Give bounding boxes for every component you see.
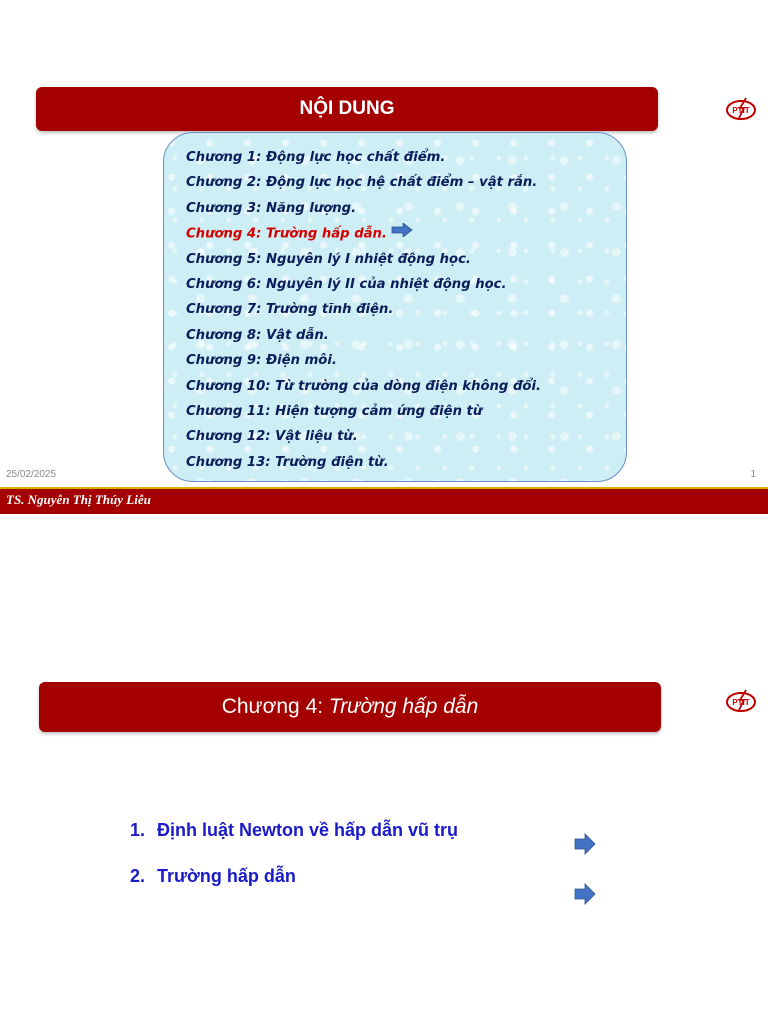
toc-item-chapter-11[interactable]: Chương 11: Hiện tượng cảm ứng điện từ (186, 403, 483, 419)
toc-item-chapter-8[interactable]: Chương 8: Vật dẫn. (186, 327, 329, 343)
footer-bar (0, 487, 768, 514)
toc-item-chapter-12[interactable]: Chương 12: Vật liệu từ. (186, 429, 358, 445)
toc-item-chapter-9[interactable]: Chương 9: Điện môi. (186, 353, 337, 369)
toc-item-chapter-3[interactable]: Chương 3: Năng lượng. (186, 200, 357, 216)
svg-text:PTIT: PTIT (732, 106, 750, 115)
toc-item-chapter-6[interactable]: Chương 6: Nguyên lý II của nhiệt động học. (186, 276, 507, 292)
section-list (130, 818, 458, 910)
toc-item-chapter-13[interactable]: Chương 13: Trường điện từ. (186, 454, 389, 470)
section-item-1[interactable]: 1. Định luật Newton về hấp dẫn vũ trụ (130, 820, 459, 840)
title-italic: Trường hấp dẫn (328, 695, 479, 718)
toc-item-chapter-10[interactable]: Chương 10: Từ trường của dòng điện không đổi. (186, 378, 541, 394)
table-of-contents (163, 132, 627, 482)
toc-item-chapter-7[interactable]: Chương 7: Trường tĩnh điện. (186, 302, 394, 318)
title-prefix: Chương 4: (221, 695, 329, 718)
ptit-logo-icon (724, 96, 758, 122)
ptit-logo-icon (724, 688, 758, 714)
toc-item-chapter-5[interactable]: Chương 5: Nguyên lý I nhiệt động học. (186, 251, 471, 267)
slide-2 (0, 600, 768, 1024)
toc-item-chapter-2[interactable]: Chương 2: Động lực học hệ chất điểm – vật rắn. (186, 175, 538, 191)
toc-item-chapter-4[interactable]: Chương 4: Trường hấp dẫn. (186, 221, 541, 246)
arrow-right-icon[interactable] (391, 221, 413, 246)
page-number: 1 (750, 469, 756, 480)
arrow-right-icon[interactable] (574, 833, 596, 855)
slide-title (39, 682, 661, 732)
author-name: TS. Nguyễn Thị Thúy Liễu (6, 492, 151, 507)
slide-date: 25/02/2025 (6, 469, 57, 480)
slide-title: NỘI DUNG (36, 87, 658, 131)
svg-text:PTIT: PTIT (732, 698, 750, 707)
section-item-2[interactable]: 2. Trường hấp dẫn (130, 866, 296, 886)
toc-item-chapter-1[interactable]: Chương 1: Động lực học chất điểm. (186, 150, 446, 165)
arrow-right-icon[interactable] (574, 883, 596, 905)
